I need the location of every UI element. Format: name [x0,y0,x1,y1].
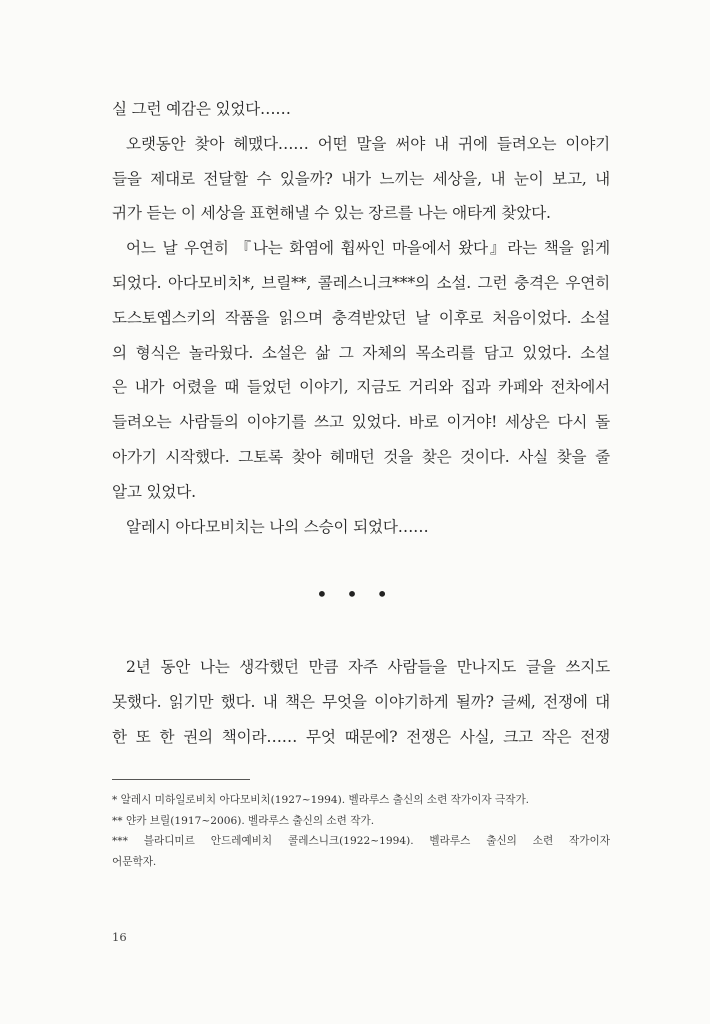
text-line: 한 또 한 권의 책이라…… 무엇 때문에? 전쟁은 사실, 크고 작은 전쟁 [112,727,610,746]
footnotes [112,790,610,872]
page-number: 16 [112,930,127,944]
text-line: 2년 동안 나는 생각했던 만큼 자주 사람들을 만나지도 글을 쓰지도 [126,658,610,676]
footnote: * 알레시 미하일로비치 아다모비치(1927~1994). 벨라루스 출신의 소련 작가이자 극작가. [112,794,530,806]
text-line: 어느 날 우연히 『나는 화염에 휩싸인 마을에서 왔다』라는 책을 읽게 [126,239,610,258]
footnote: 어문학자. [112,855,157,868]
text-line: 도스토옙스키의 작품을 읽으며 충격받았던 날 이후로 처음이었다. 소설 [112,308,610,327]
text-line: 실 그런 예감은 있었다…… [112,100,291,118]
text-line: 오랫동안 찾아 헤맸다…… 어떤 말을 써야 내 귀에 들려오는 이야기 [126,134,610,153]
text-line: 귀가 듣는 이 세상을 표현해낼 수 있는 장르를 나는 애타게 찾았다. [112,204,551,223]
body-text-block-1 [112,92,610,544]
text-line: 들려오는 사람들의 이야기를 쓰고 있었다. 바로 이거야! 세상은 다시 돌 [112,413,610,432]
text-line: 못했다. 읽기만 했다. 내 책은 무엇을 이야기하게 될까? 글쎄, 전쟁에 대 [112,692,610,711]
text-line: 알레시 아다모비치는 나의 스승이 되었다…… [126,517,429,536]
body-text-block-2 [112,650,610,754]
text-line: 알고 있었다. [112,482,196,501]
text-line: 의 형식은 놀라웠다. 소설은 삶 그 자체의 목소리를 담고 있었다. 소설 [112,343,610,362]
section-separator: • • • [315,582,395,606]
text-line: 은 내가 어렸을 때 들었던 이야기, 지금도 거리와 집과 카페와 전차에서 [112,378,610,397]
footnote: *** 블라디미르 안드레예비치 콜레스니크(1922~1994). 벨라루스 출신의 소련 작가이자 [112,835,610,848]
text-line: 아가기 시작했다. 그토록 찾아 헤매던 것을 찾은 것이다. 사실 찾을 줄 [112,447,610,466]
footnote: ** 얀카 브릴(1917~2006). 벨라루스 출신의 소련 작가. [112,814,375,827]
text-line: 들을 제대로 전달할 수 있을까? 내가 느끼는 세상을, 내 눈이 보고, 내 [112,169,610,188]
footnote-divider [112,779,250,780]
text-line: 되었다. 아다모비치*, 브릴**, 콜레스니크***의 소설. 그런 충격은 우연히 [112,273,610,292]
